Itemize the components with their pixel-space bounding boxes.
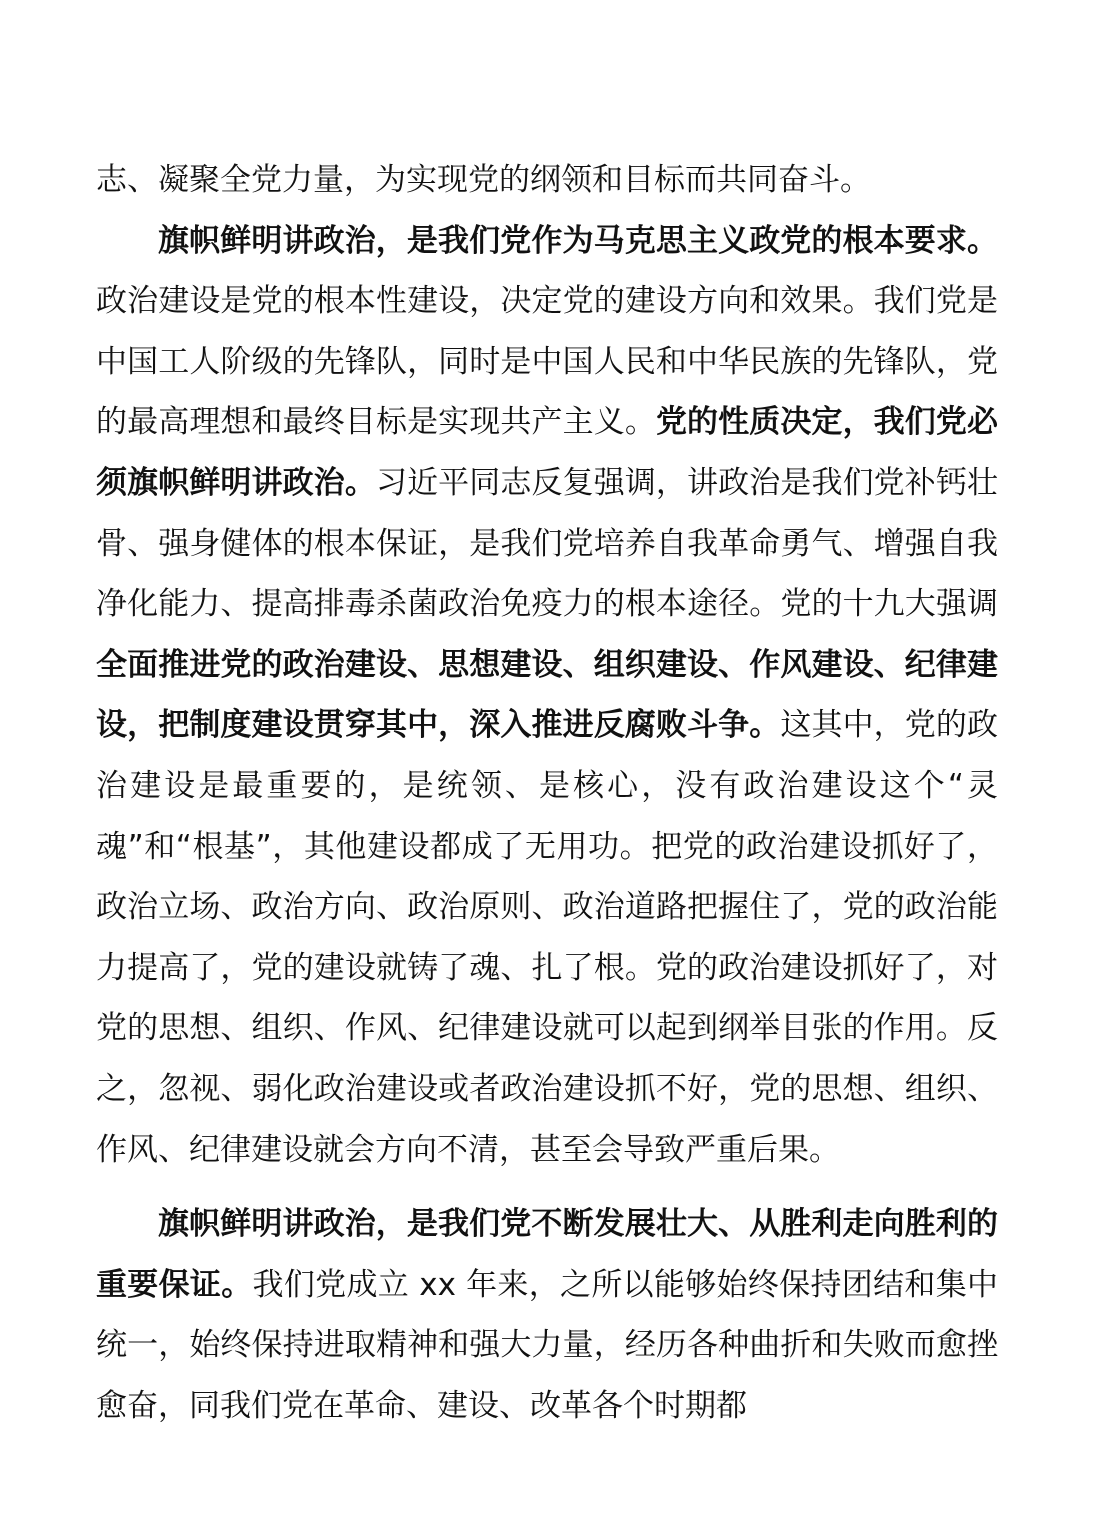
- text-run: 习近平同志反复强调，讲政治是我们党补钙壮骨、强身健体的根本保证，是我们党培养自我革命勇气、增强自我净化能力、提高排毒杀菌政治免疫力的根本途径。党的十九大强调: [96, 464, 999, 623]
- bold-run: 全面推进党的政治建设、思想建设、组织建设、作风建设、纪律建设，把制度建设贯穿其中，深入推进反腐败斗争。: [96, 646, 998, 744]
- paragraph-party-development: [96, 1194, 998, 1436]
- bold-run: 旗帜鲜明讲政治，是我们党不断发展壮大、从胜利走向胜利的重要保证。: [96, 1206, 998, 1303]
- text-run: 志、凝聚全党力量，为实现党的纲领和目标而共同奋斗。: [96, 162, 871, 198]
- document-body: [96, 150, 998, 1436]
- paragraph-political-building: [96, 211, 998, 1181]
- paragraph-continuation: [96, 150, 998, 211]
- text-run: 我们党成立 xx 年来，之所以能够始终保持团结和集中统一，始终保持进取精神和强大力量，经历各种曲折和失败而愈挫愈奋，同我们党在革命、建设、改革各个时期都: [96, 1266, 999, 1424]
- bold-run: 党的性质决定，我们党必须旗帜鲜明讲政治。: [96, 404, 999, 501]
- bold-run: 旗帜鲜明讲政治，是我们党作为马克思主义政党的根本要求。: [158, 222, 998, 259]
- text-run: 这其中，党的政治建设是最重要的，是统领、是核心，没有政治建设这个“灵魂”和“根基”，其他建设都成了无用功。把党的政治建设抓好了，政治立场、政治方向、政治原则、政治道路把握住了，党的政治能力提高了，党的建设就铸了魂、扎了根。党的政治建设抓好了，对党的思想、组织、作风、纪律建设就可以起到纲举目张的作用。反之，忽视、弱化政治建设或者政治建设抓不好，党的思想、组织、作风、纪律建设就会方向不清，甚至会导致严重后果。: [96, 707, 999, 1168]
- text-run: 政治建设是党的根本性建设，决定党的建设方向和效果。我们党是中国工人阶级的先锋队，同时是中国人民和中华民族的先锋队，党的最高理想和最终目标是实现共产主义。: [96, 283, 998, 441]
